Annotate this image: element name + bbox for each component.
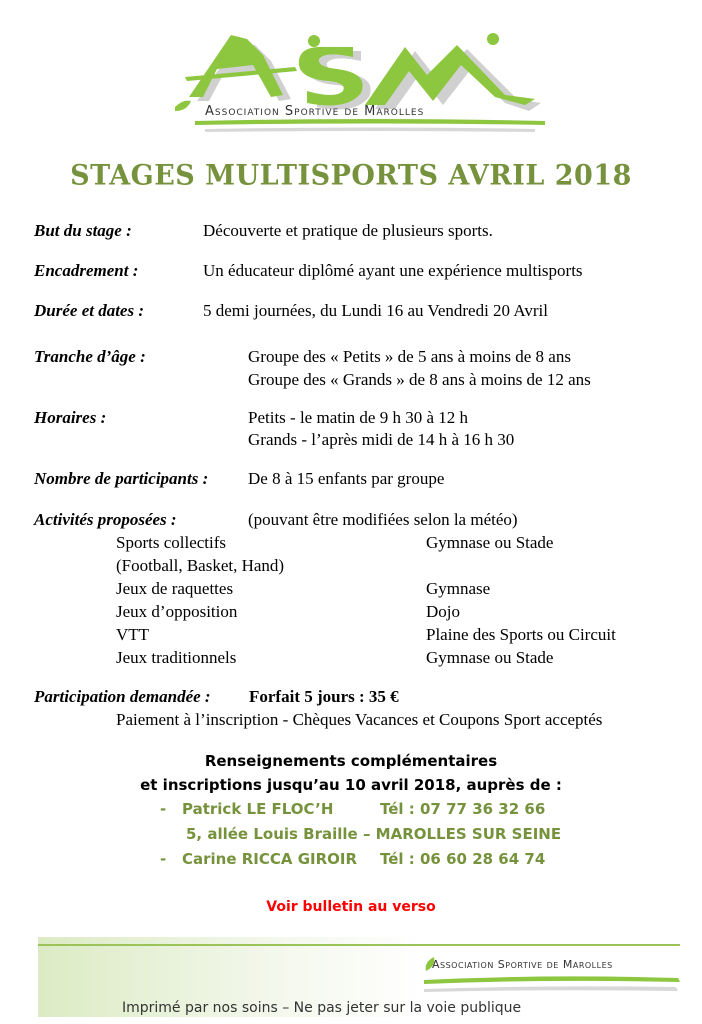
contact-name: Carine RICCA GIROIR <box>182 850 358 868</box>
contact-name: Patrick LE FLOC’H <box>182 800 334 818</box>
encadrement-value: Un éducateur diplômé ayant une expérience multisports <box>203 261 583 280</box>
asm-logo <box>175 25 565 140</box>
footer-swoosh <box>418 974 682 994</box>
tranche-label: Tranche d’âge : <box>34 347 146 366</box>
duree-value: 5 demi journées, du Lundi 16 au Vendredi 20 Avril <box>203 301 548 320</box>
activity-place: Gymnase ou Stade <box>426 648 554 667</box>
payment-note: Paiement à l’inscription - Chèques Vacances et Coupons Sport acceptés <box>116 710 603 729</box>
but-label: But du stage : <box>34 221 132 240</box>
participants-value: De 8 à 15 enfants par groupe <box>248 469 445 488</box>
footer-divider <box>38 944 680 946</box>
duree-label: Durée et dates : <box>34 301 145 320</box>
encadrement-label: Encadrement : <box>34 261 139 280</box>
contact-phone: Tél : 07 77 36 32 66 <box>380 800 546 818</box>
logo-underline <box>195 119 545 125</box>
activity-place: Gymnase ou Stade <box>426 533 554 552</box>
contact-address: 5, allée Louis Braille – MAROLLES SUR SEINE <box>186 825 562 843</box>
contact-dash: - <box>160 800 167 818</box>
activity-place: Plaine des Sports ou Circuit <box>426 625 616 644</box>
participation-label: Participation demandée : <box>34 687 211 706</box>
but-value: Découverte et pratique de plusieurs sports. <box>203 221 493 240</box>
contact-phone: Tél : 06 60 28 64 74 <box>380 850 546 868</box>
tranche-line-grands: Groupe des « Grands » de 8 ans à moins de 12 ans <box>248 370 591 389</box>
logo-underline-shadow <box>205 128 535 133</box>
horaires-label: Horaires : <box>34 408 107 427</box>
participants-label: Nombre de participants : <box>34 469 209 488</box>
activity-name: Jeux de raquettes <box>116 579 234 598</box>
horaires-line-petits: Petits - le matin de 9 h 30 à 12 h <box>248 408 469 427</box>
activity-name: Jeux d’opposition <box>116 602 238 621</box>
tranche-line-petits: Groupe des « Petits » de 5 ans à moins de 8 ans <box>248 347 571 366</box>
contact-deadline: et inscriptions jusqu’au 10 avril 2018, auprès de : <box>140 776 562 794</box>
activity-place: Gymnase <box>426 579 491 598</box>
verso-notice: Voir bulletin au verso <box>266 899 436 915</box>
page-title: STAGES MULTISPORTS AVRIL 2018 <box>70 159 632 192</box>
logo-subtitle: Association Sportive de Marolles <box>205 104 425 119</box>
horaires-line-grands: Grands - l’après midi de 14 h à 16 h 30 <box>248 430 515 449</box>
activity-name: VTT <box>116 625 150 644</box>
contact-heading: Renseignements complémentaires <box>204 752 498 770</box>
activity-name: (Football, Basket, Hand) <box>116 556 285 575</box>
footer-association: Association Sportive de Marolles <box>432 958 613 971</box>
activity-name: Sports collectifs <box>116 533 227 552</box>
participation-price: Forfait 5 jours : 35 € <box>249 687 399 706</box>
contact-dash: - <box>160 850 167 868</box>
activity-name: Jeux traditionnels <box>116 648 237 667</box>
activites-label: Activités proposées : <box>34 510 177 529</box>
activites-note: (pouvant être modifiées selon la météo) <box>248 510 518 529</box>
footer-printed-notice: Imprimé par nos soins – Ne pas jeter sur la voie publique <box>122 1000 522 1016</box>
activity-place: Dojo <box>426 602 460 621</box>
